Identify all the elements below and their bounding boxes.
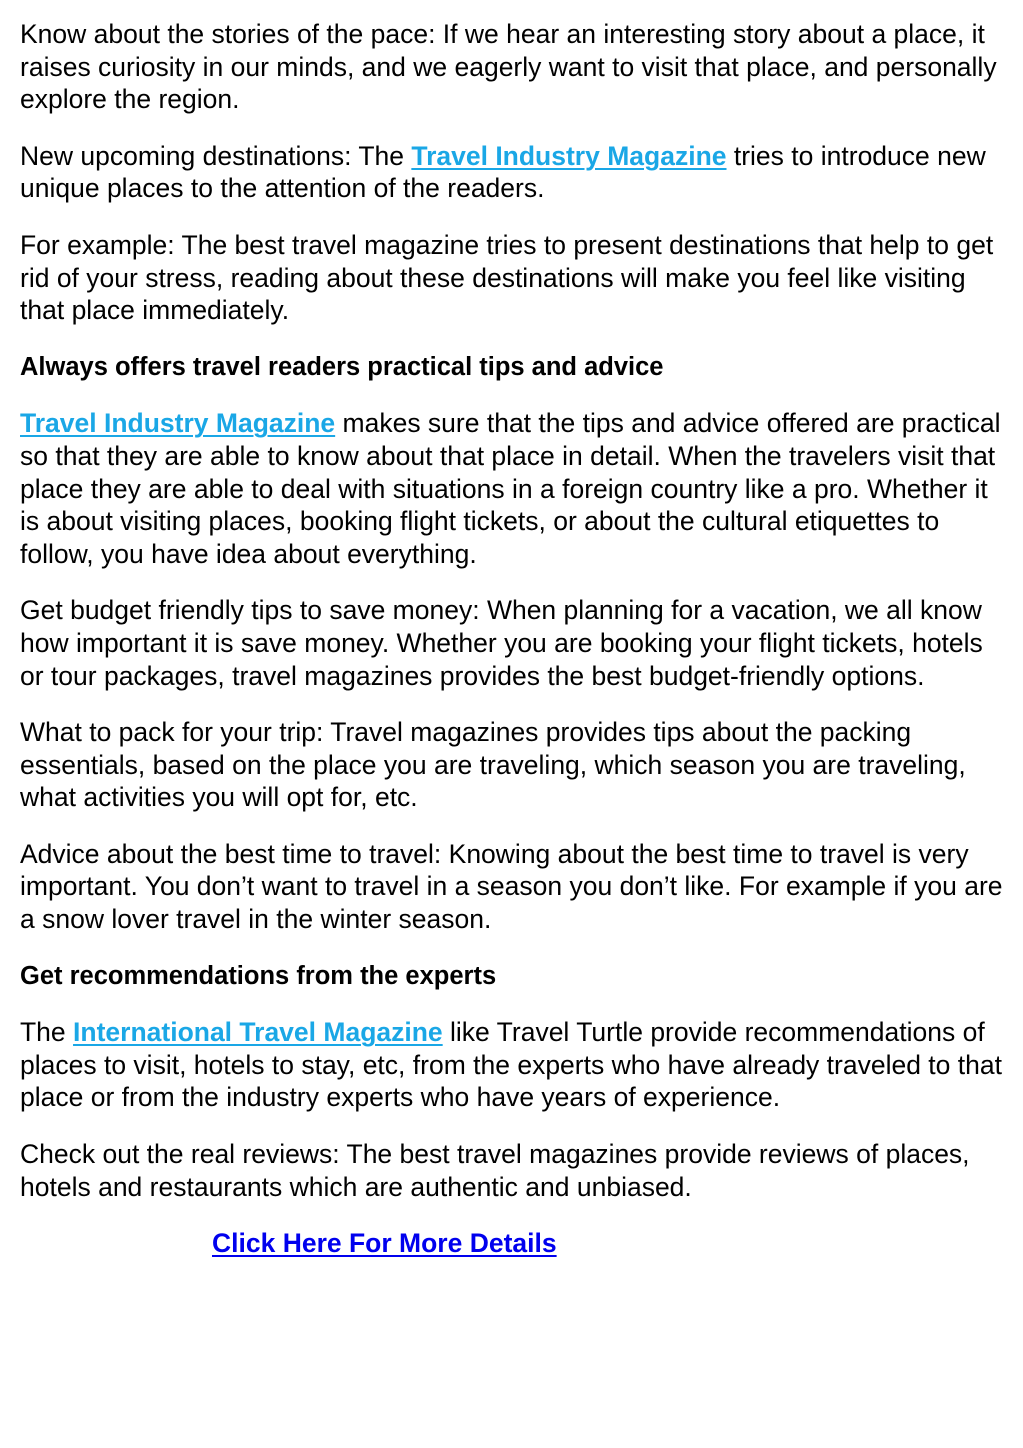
paragraph-text: New upcoming destinations: The: [20, 140, 412, 171]
paragraph-best-time: Advice about the best time to travel: Knowing about the best time to travel is very important. You don’t want to travel in a season you don’t like. For example if you are a snow lover travel in the winter season.: [20, 838, 1003, 935]
paragraph-practical-tips: [20, 407, 1005, 570]
international-travel-magazine-link[interactable]: International Travel Magazine: [73, 1017, 443, 1048]
paragraph-text: makes sure that the tips and advice offered are practical so that they are able to know about that place in detail. When the travelers visit that place they are able to deal with situations in a foreign country like a pro. Whether it is about visiting places, booking flight tickets, or about the cultural etiquettes to follow, you have idea about everything.: [20, 408, 1001, 569]
document-page: [20, 18, 1005, 1260]
paragraph-text: like Travel Turtle provide recommendations of places to visit, hotels to stay, etc, from the experts who have already traveled to that place or from the industry experts who have years of experience.: [20, 1017, 1002, 1113]
paragraph-recommendations: [20, 1016, 1005, 1114]
paragraph-packing: What to pack for your trip: Travel magazines provides tips about the packing essentials, based on the place you are traveling, which season you are traveling, what activities you will opt for, etc.: [20, 717, 966, 813]
travel-industry-magazine-link-2[interactable]: Travel Industry Magazine: [20, 408, 336, 439]
paragraph-reviews: Check out the real reviews: The best travel magazines provide reviews of places, hotels and restaurants which are authentic and unbiased.: [20, 1139, 970, 1202]
travel-industry-magazine-link[interactable]: Travel Industry Magazine: [411, 140, 727, 171]
paragraph-text: The: [20, 1017, 74, 1048]
heading-recommendations: Get recommendations from the experts: [20, 961, 497, 990]
paragraph-example: For example: The best travel magazine tries to present destinations that help to get rid of your stress, reading about these destinations will make you feel like visiting that place immediately.: [20, 229, 994, 326]
more-details-link[interactable]: Click Here For More Details: [212, 1228, 557, 1259]
paragraph-stories: Know about the stories of the pace: If we hear an interesting story about a place, it raises curiosity in our minds, and we eagerly want to visit that place, and personally explore the region.: [20, 19, 997, 115]
paragraph-upcoming-destinations: [20, 140, 1005, 205]
paragraph-text: tries to introduce new unique places to the attention of the readers.: [20, 140, 986, 204]
heading-practical-tips: Always offers travel readers practical tips and advice: [20, 352, 664, 381]
paragraph-budget-tips: Get budget friendly tips to save money: When planning for a vacation, we all know how important it is save money. Whether you are booking your flight tickets, hotels or tour packages, travel magazines provides the best budget-friendly options.: [20, 595, 983, 691]
